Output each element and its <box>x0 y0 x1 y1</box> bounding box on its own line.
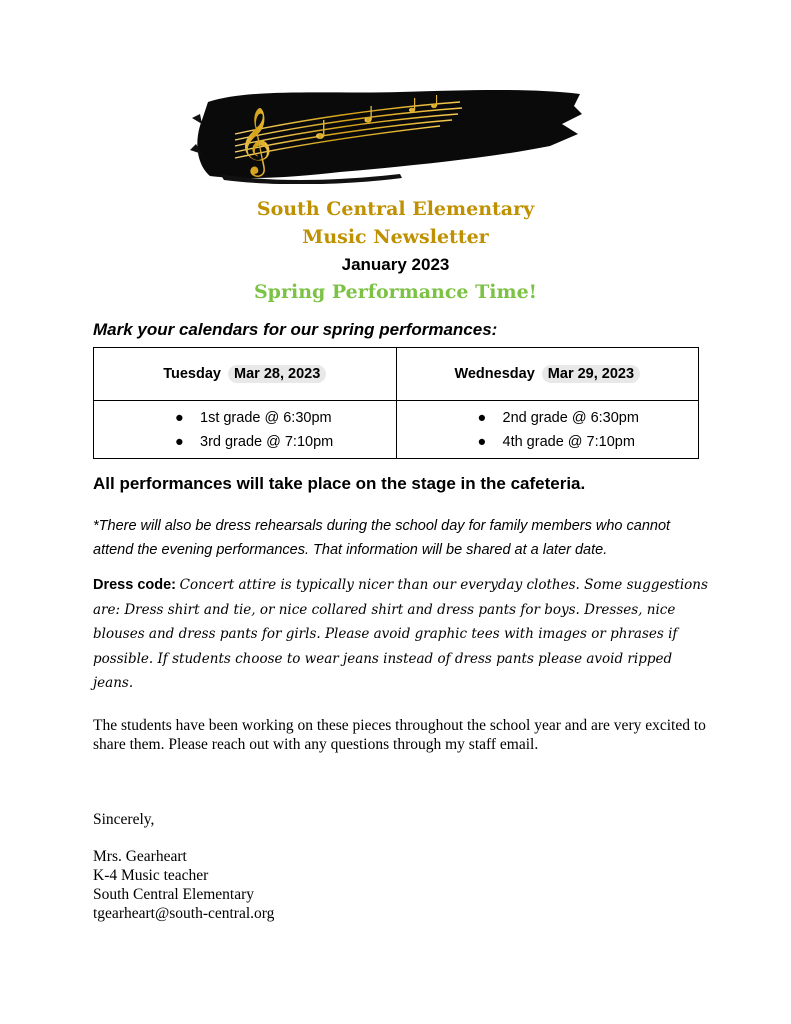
signature-role: K-4 Music teacher <box>93 867 209 884</box>
bullet: ● <box>477 434 487 450</box>
list-item <box>398 431 698 455</box>
treble-clef-music-staff-icon <box>190 84 585 184</box>
closing-paragraph: The students have been working on these pieces throughout the school year and are very excited to share them. Please reach out with any questions through my staff email. <box>93 717 706 753</box>
day-label: Wednesday <box>454 366 535 382</box>
dress-code-text: Concert attire is typically nicer than our everyday clothes. Some suggestions are: Dress shirt and tie, or nice collared shirt and dress pants for boys. Dresses, nice blouses and dress pants for girls. Please avoid graphic tees with images or phrases if possible. If students choose to wear jeans instead of dress pants please avoid ripped jeans. <box>93 577 708 691</box>
signature-email[interactable]: tgearheart@south-central.org <box>93 905 275 922</box>
rehearsal-note: *There will also be dress rehearsals during the school day for family members who cannot attend the evening performances. That information will be shared at a later date. <box>93 518 671 558</box>
performance-time: 4th grade @ 7:10pm <box>502 434 635 450</box>
list-item <box>398 407 698 431</box>
performance-schedule-table <box>93 347 699 459</box>
theme-heading: Spring Performance Time! <box>253 281 538 303</box>
bullet: ● <box>175 410 184 426</box>
signature-name: Mrs. Gearheart <box>93 848 187 865</box>
schedule-header-tuesday <box>94 348 397 401</box>
schedule-cell-wednesday <box>396 401 699 459</box>
performance-list <box>398 407 698 455</box>
performance-time: 1st grade @ 6:30pm <box>200 410 332 426</box>
schedule-header-wednesday <box>396 348 699 401</box>
date-chip[interactable]: Mar 28, 2023 <box>228 365 326 383</box>
newsletter-title: Music Newsletter <box>302 226 489 248</box>
signature-block <box>93 847 274 923</box>
sign-off: Sincerely, <box>93 811 155 828</box>
svg-text:𝄞: 𝄞 <box>238 106 273 174</box>
schedule-cell-tuesday <box>94 401 397 459</box>
list-item <box>95 431 395 455</box>
bullet: ● <box>477 410 487 426</box>
performance-time: 3rd grade @ 7:10pm <box>200 434 334 450</box>
newsletter-date: January 2023 <box>341 255 450 274</box>
calendar-intro: Mark your calendars for our spring performances: <box>93 320 498 339</box>
date-chip[interactable]: Mar 29, 2023 <box>542 365 640 383</box>
performance-list <box>95 407 395 455</box>
dress-code-paragraph <box>93 573 713 696</box>
list-item <box>95 407 395 431</box>
signature-school: South Central Elementary <box>93 886 254 903</box>
day-label: Tuesday <box>163 366 221 382</box>
bullet: ● <box>175 434 184 450</box>
dress-code-label: Dress code: <box>93 577 177 593</box>
location-note: All performances will take place on the stage in the cafeteria. <box>93 474 586 493</box>
performance-time: 2nd grade @ 6:30pm <box>502 410 639 426</box>
school-name-heading: South Central Elementary <box>256 198 535 220</box>
